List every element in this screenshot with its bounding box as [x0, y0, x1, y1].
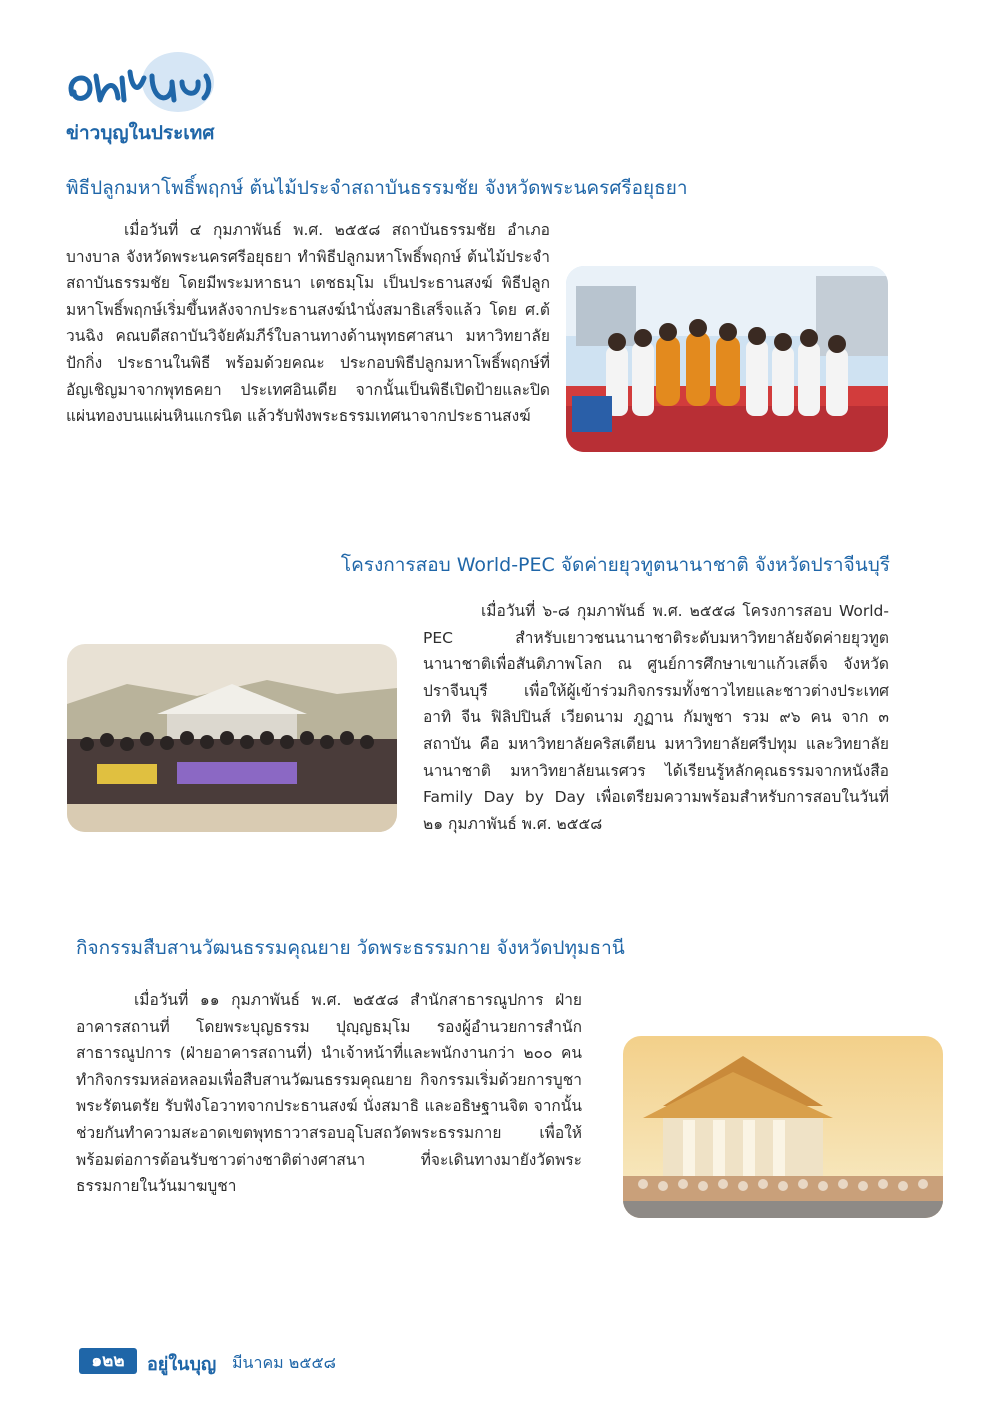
article-1-title: พิธีปลูกมหาโพธิ์พฤกษ์ ต้นไม้ประจำสถาบันธรรมชัย จังหวัดพระนครศรีอยุธยา	[66, 177, 688, 199]
footer-issue: มีนาคม ๒๕๕๘	[232, 1353, 336, 1372]
article-2-title: โครงการสอบ World-PEC จัดค่ายยุวทูตนานาชาติ จังหวัดปราจีนบุรี	[340, 554, 890, 576]
article-2-photo	[67, 644, 397, 832]
article-3-title: กิจกรรมสืบสานวัฒนธรรมคุณยาย วัดพระธรรมกาย จังหวัดปทุมธานี	[76, 937, 625, 959]
article-3-photo	[623, 1036, 943, 1218]
magazine-logo	[60, 42, 220, 122]
page-number: ๑๒๒	[79, 1348, 137, 1374]
section-title: ข่าวบุญในประเทศ	[66, 122, 215, 144]
article-3-body: เมื่อวันที่ ๑๑ กุมภาพันธ์ พ.ศ. ๒๕๕๘ สำนักสาธารณูปการ ฝ่ายอาคารสถานที่ โดยพระบุญธรรม ปุญฺญธมฺโม รองผู้อำนวยการสำนักสาธารณูปการ (ฝ่ายอาคารสถานที่) นำเจ้าหน้าที่และพนักงานกว่า ๒๐๐ คน ทำกิจกรรมหล่อหลอมเพื่อสืบสานวัฒนธรรมคุณยาย กิจกรรมเริ่มด้วยการบูชาพระรัตนตรัย รับฟังโอวาทจากประธานสงฆ์ นั่งสมาธิ และอธิษฐานจิต จากนั้นช่วยกันทำความสะอาดเขตพุทธาวาสรอบอุโบสถวัดพระธรรมกาย เพื่อให้พร้อมต่อการต้อนรับชาวต่างชาติต่างศาสนา ที่จะเดินทางมายังวัดพระธรรมกายในวันมาฆบูชา	[76, 991, 582, 1196]
footer-magazine-name: อยู่ในบุญ	[147, 1354, 217, 1375]
article-1-photo	[566, 266, 888, 452]
article-1-body: เมื่อวันที่ ๔ กุมภาพันธ์ พ.ศ. ๒๕๕๘ สถาบันธรรมชัย อำเภอบางบาล จังหวัดพระนครศรีอยุธยา ทำพิธีปลูกมหาโพธิ์พฤกษ์ ต้นไม้ประจำสถาบันธรรมชัย โดยมีพระมหาธนา เตชธมฺโม เป็นประธานสงฆ์ พิธีปลูกมหาโพธิ์พฤกษ์เริ่มขึ้นหลังจากประธานสงฆ์นำนั่งสมาธิเสร็จแล้ว โดย ศ.ต้วนฉิง คณบดีสถาบันวิจัยคัมภีร์ใบลานทางด้านพุทธศาสนา มหาวิทยาลัยปักกิ่ง ประธานในพิธี พร้อมด้วยคณะ ประกอบพิธีปลูกมหาโพธิ์พฤกษ์ที่อัญเชิญมาจากพุทธคยา ประเทศอินเดีย จากนั้นเป็นพิธีเปิดป้ายและปิดแผ่นทองบนแผ่นหินแกรนิต แล้วรับฟังพระธรรมเทศนาจากประธานสงฆ์	[66, 221, 550, 426]
article-2-body: เมื่อวันที่ ๖-๘ กุมภาพันธ์ พ.ศ. ๒๕๕๘ โครงการสอบ World-PEC สำหรับเยาวชนนานาชาติระดับมหาวิทยาลัยจัดค่ายยุวทูตนานาชาติเพื่อสันติภาพโลก ณ ศูนย์การศึกษาเขาแก้วเสด็จ จังหวัดปราจีนบุรี เพื่อให้ผู้เข้าร่วมกิจกรรมทั้งชาวไทยและชาวต่างประเทศ อาทิ จีน ฟิลิปปินส์ เวียดนาม ภูฏาน กัมพูชา รวม ๙๖ คน จาก ๓ สถาบัน คือ มหาวิทยาลัยคริสเตียน มหาวิทยาลัยศรีปทุม และวิทยาลัยนานาชาติ มหาวิทยาลัยนเรศวร ได้เรียนรู้หลักคุณธรรมจากหนังสือ Family Day by Day เพื่อเตรียมความพร้อมสำหรับการสอบในวันที่ ๒๑ กุมภาพันธ์ พ.ศ. ๒๕๕๘	[423, 602, 889, 833]
